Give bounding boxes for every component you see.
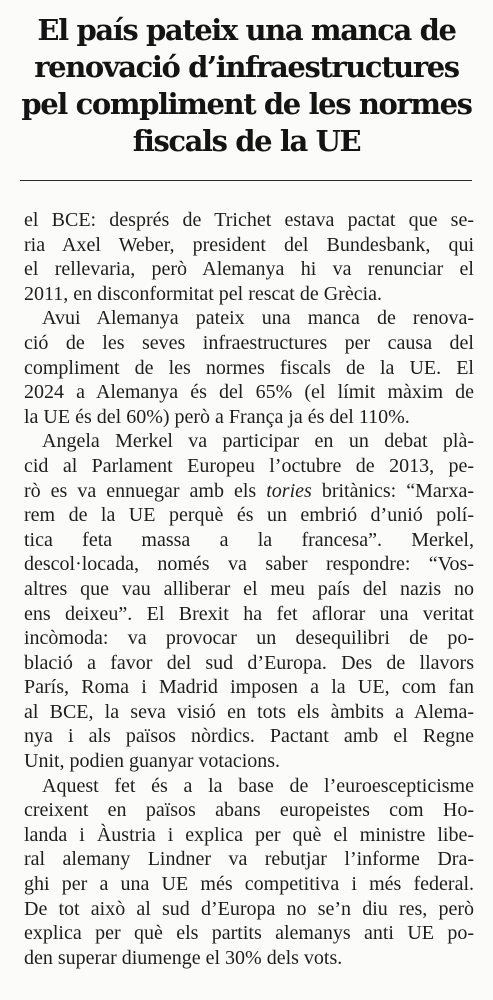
- headline-line: pel compliment de les normes: [21, 87, 472, 121]
- text-line: altres que vau alliberar el meu país del nazis no: [24, 577, 474, 600]
- text-line: De tot això al sud d’Europa no se’n diu res, però: [24, 897, 474, 920]
- text-segment: rò es va ennuegar amb els: [24, 479, 257, 502]
- text-line: Unit, podien guanyar votacions.: [24, 750, 281, 773]
- text-line: la UE és del 60%) però a França ja és del 110%.: [24, 405, 410, 428]
- headline: [20, 12, 473, 160]
- text-line: ral alemany Lindner va rebutjar l’informe Dra-: [24, 848, 474, 871]
- text-line: landa i Àustria i explica per què el ministre libe-: [24, 823, 474, 846]
- article-body: [24, 208, 474, 970]
- paragraph-2: [24, 306, 474, 429]
- headline-line: renovació d’infraestructures: [34, 50, 459, 84]
- paragraph-1: [24, 208, 474, 306]
- text-line: ria Axel Weber, president del Bundesbank, qui: [24, 233, 474, 256]
- text-segment: britànics: “Marxa-: [311, 479, 474, 502]
- text-line: Avui Alemanya pateix una manca de renova-: [42, 307, 474, 330]
- text-line: ghi per a una UE més competitiva i més federal.: [24, 873, 474, 896]
- text-line: ens deixeu”. El Brexit ha fet aflorar una veritat: [24, 602, 474, 625]
- text-line: compliment de les normes fiscals de la UE. El: [24, 356, 474, 379]
- text-line: ció de les seves infraestructures per causa del: [24, 331, 474, 354]
- text-line: al BCE, la seva visió en tots els àmbits a Alema-: [24, 700, 474, 723]
- text-line: rem de la UE perquè és un embrió d’unió polí-: [24, 504, 474, 527]
- text-line: Aquest fet és a la base de l’euroescepticisme: [42, 774, 474, 797]
- italic-term: tories: [266, 479, 312, 502]
- paragraph-4: [24, 774, 474, 971]
- headline-line: El país pateix una manca de: [37, 13, 456, 47]
- headline-line: fiscals de la UE: [132, 124, 361, 158]
- text-line: 2011, en disconformitat pel rescat de Grècia.: [24, 282, 383, 305]
- text-line: el rellevaria, però Alemanya hi va renunciar el: [24, 258, 474, 281]
- text-line: descol·locada, només va saber respondre: “Vos-: [24, 553, 474, 576]
- text-line: cid al Parlament Europeu l’octubre de 2013, pe-: [24, 454, 474, 477]
- headline-divider: [20, 180, 472, 181]
- text-line: creixent en països abans europeistes com Ho-: [24, 799, 474, 822]
- text-line: Angela Merkel va participar en un debat plà-: [42, 430, 474, 453]
- text-line-with-italic: [24, 479, 474, 504]
- text-line: incòmoda: va provocar un desequilibri de po-: [24, 627, 474, 650]
- text-line: blació a favor del sud d’Europa. Des de llavors: [24, 651, 474, 674]
- text-line: el BCE: després de Trichet estava pactat que se-: [24, 209, 474, 231]
- paragraph-3: [24, 429, 474, 773]
- text-line: 2024 a Alemanya és del 65% (el límit màxim de: [24, 381, 474, 404]
- text-line: nya i als països nòrdics. Pactant amb el Regne: [24, 725, 474, 748]
- text-line: den superar diumenge el 30% dels vots.: [24, 946, 343, 969]
- text-line: París, Roma i Madrid imposen a la UE, com fan: [24, 676, 474, 699]
- text-line: tica feta massa a la francesa”. Merkel,: [24, 528, 474, 551]
- text-line: explica per què els partits alemanys anti UE po-: [24, 922, 474, 945]
